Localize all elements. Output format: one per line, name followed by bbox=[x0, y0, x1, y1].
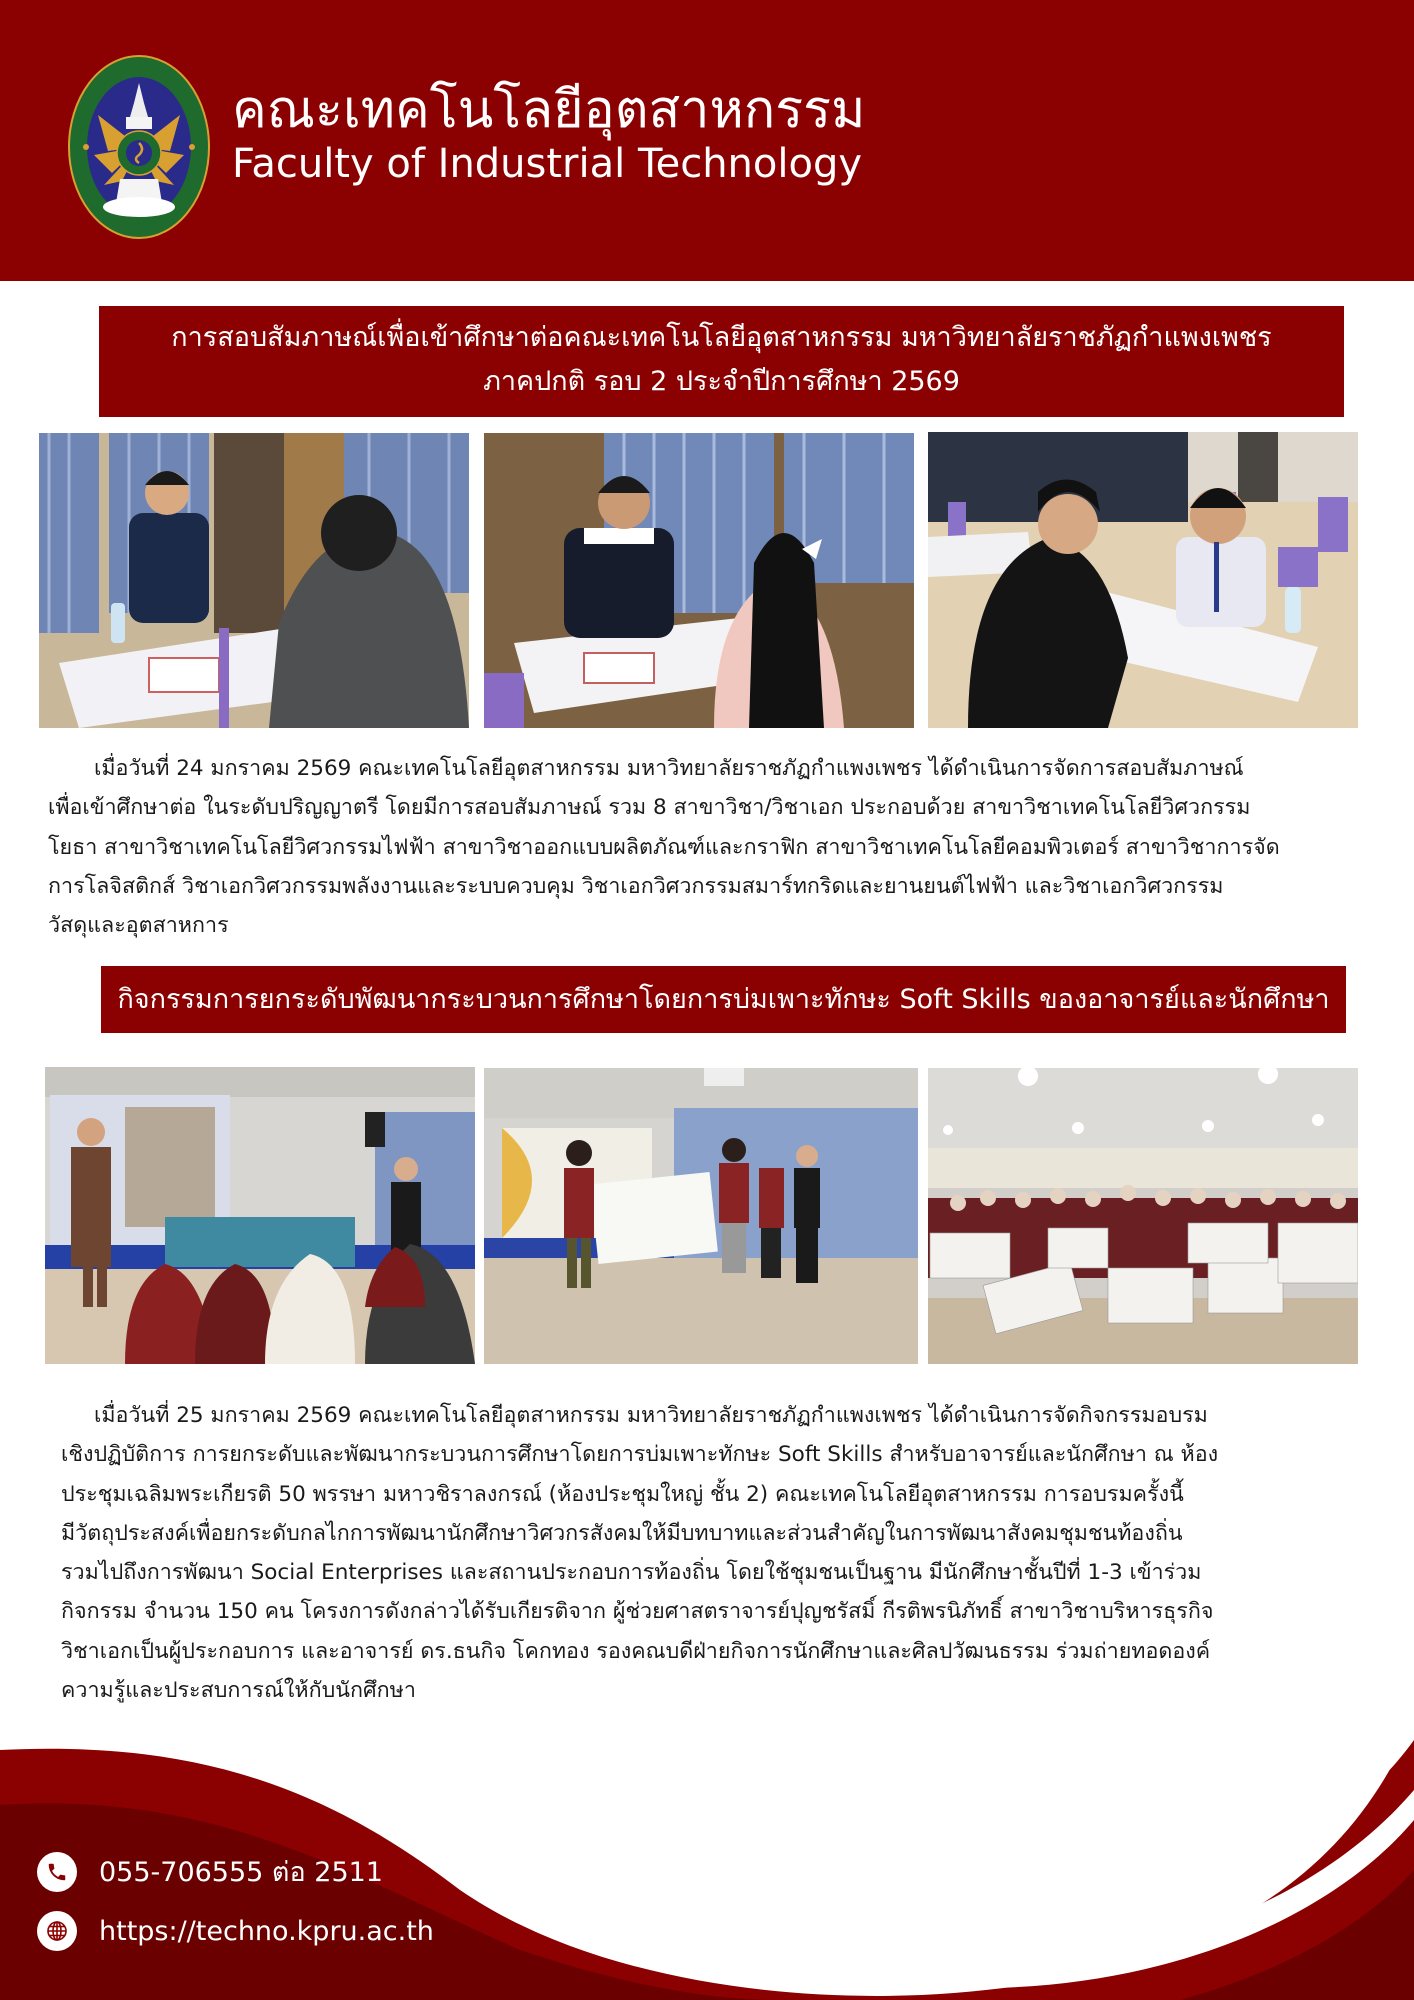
paragraph-line: เชิงปฏิบัติการ การยกระดับและพัฒนากระบวนการศึกษาโดยการบ่มเพาะทักษะ Soft Skills สำหรับอาจารย์และนักศึกษา ณ ห้อง bbox=[61, 1442, 1219, 1468]
phone-number: 055-706555 ต่อ 2511 bbox=[99, 1857, 383, 1888]
paragraph-line: วัสดุและอุตสาหการ bbox=[48, 913, 229, 939]
paragraph-line: กิจกรรม จำนวน 150 คน โครงการดังกล่าวได้รับเกียรติจาก ผู้ช่วยศาสตราจารย์ปุญชรัสมิ์ กีรติพรนิภัทธิ์ สาขาวิชาบริหารธุรกิจ bbox=[61, 1599, 1214, 1625]
paragraph-line: รวมไปถึงการพัฒนา Social Enterprises และสถานประกอบการท้องถิ่น โดยใช้ชุมชนเป็นฐาน มีนักศึกษาชั้นปีที่ 1-3 เข้าร่วม bbox=[61, 1560, 1202, 1586]
interview-photo-1 bbox=[39, 433, 469, 728]
header-band bbox=[0, 0, 1414, 281]
soft-skills-description bbox=[61, 1396, 1381, 1710]
interview-photo-2 bbox=[484, 433, 914, 728]
globe-icon bbox=[37, 1911, 77, 1951]
paragraph-line: เมื่อวันที่ 24 มกราคม 2569 คณะเทคโนโลยีอุตสาหกรรม มหาวิทยาลัยราชภัฏกำแพงเพชร ได้ดำเนินการจัดการสอบสัมภาษณ์ bbox=[94, 756, 1244, 781]
website-contact[interactable] bbox=[37, 1911, 434, 1951]
paragraph-line: ความรู้และประสบการณ์ให้กับนักศึกษา bbox=[61, 1678, 416, 1704]
website-url[interactable]: https://techno.kpru.ac.th bbox=[99, 1915, 434, 1947]
interview-photo-3 bbox=[928, 432, 1358, 728]
banner-line: การสอบสัมภาษณ์เพื่อเข้าศึกษาต่อคณะเทคโนโลยีอุตสาหกรรม มหาวิทยาลัยราชภัฏกำแพงเพชร bbox=[171, 322, 1272, 353]
paragraph-line: การโลจิสติกส์ วิชาเอกวิศวกรรมพลังงานและระบบควบคุม วิชาเอกวิศวกรรมสมาร์ทกริดและยานยนต์ไฟฟ้า และวิชาเอกวิศวกรรม bbox=[48, 873, 1224, 899]
phone-icon bbox=[37, 1852, 77, 1892]
activity-photo-2 bbox=[484, 1068, 918, 1364]
paragraph-line: มีวัตถุประสงค์เพื่อยกระดับกลไกการพัฒนานักศึกษาวิศวกรสังคมให้มีบทบาทและส่วนสำคัญในการพัฒนาสังคมชุมชนท้องถิ่น bbox=[61, 1520, 1183, 1546]
paragraph-line: ประชุมเฉลิมพระเกียรติ 50 พรรษา มหาวชิราลงกรณ์ (ห้องประชุมใหญ่ ชั้น 2) คณะเทคโนโลยีอุตสาหกรรม การอบรมครั้งนี้ bbox=[61, 1481, 1184, 1507]
banner-line: ภาคปกติ รอบ 2 ประจำปีการศึกษา 2569 bbox=[483, 366, 960, 397]
paragraph-line: โยธา สาขาวิชาเทคโนโลยีวิศวกรรมไฟฟ้า สาขาวิชาออกแบบผลิตภัณฑ์และกราฟิก สาขาวิชาเทคโนโลยีคอมพิวเตอร์ สาขาวิชาการจัด bbox=[48, 834, 1280, 860]
interview-description bbox=[48, 749, 1378, 945]
faculty-title-thai: คณะเทคโนโลยีอุตสาหกรรม bbox=[232, 80, 866, 140]
paragraph-line: เมื่อวันที่ 25 มกราคม 2569 คณะเทคโนโลยีอุตสาหกรรม มหาวิทยาลัยราชภัฏกำแพงเพชร ได้ดำเนินการจัดกิจกรรมอบรม bbox=[94, 1403, 1208, 1428]
phone-contact[interactable] bbox=[37, 1850, 383, 1893]
interview-section-banner bbox=[99, 306, 1344, 417]
activity-photo-1 bbox=[45, 1067, 475, 1364]
activity-photo-3 bbox=[928, 1068, 1358, 1364]
paragraph-line: วิชาเอกเป็นผู้ประกอบการ และอาจารย์ ดร.ธนกิจ โคกทอง รองคณบดีฝ่ายกิจการนักศึกษาและศิลปวัฒนธรรม ร่วมถ่ายทอดองค์ bbox=[61, 1638, 1211, 1664]
university-seal-icon bbox=[68, 55, 210, 239]
soft-skills-section-banner: กิจกรรมการยกระดับพัฒนากระบวนการศึกษาโดยการบ่มเพาะทักษะ Soft Skills ของอาจารย์และนักศึกษา bbox=[101, 966, 1346, 1033]
paragraph-line: เพื่อเข้าศึกษาต่อ ในระดับปริญญาตรี โดยมีการสอบสัมภาษณ์ รวม 8 สาขาวิชา/วิชาเอก ประกอบด้วย สาขาวิชาเทคโนโลยีวิศวกรรม bbox=[48, 795, 1251, 821]
faculty-title-english: Faculty of Industrial Technology bbox=[232, 141, 863, 187]
